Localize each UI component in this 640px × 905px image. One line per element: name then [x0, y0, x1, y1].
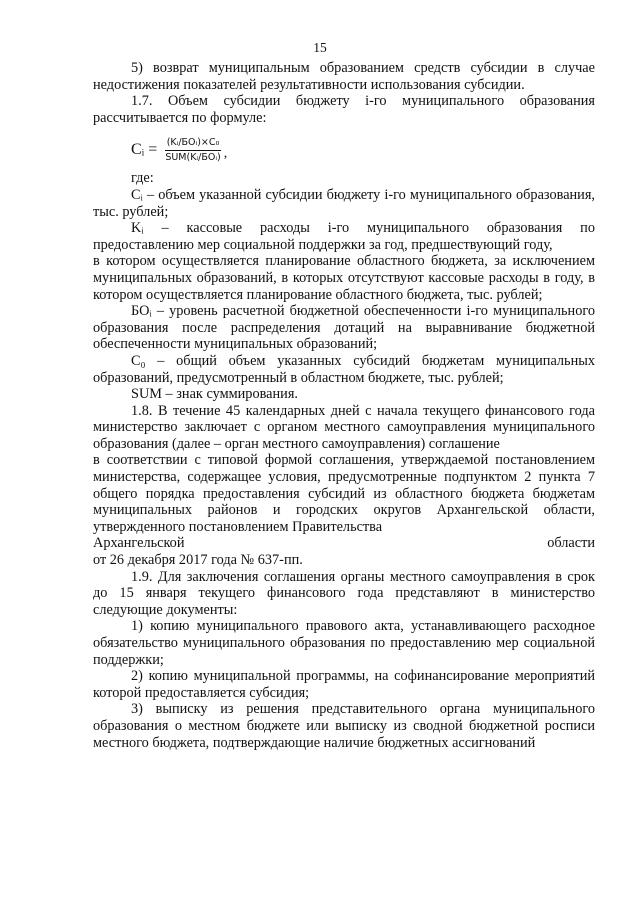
paragraph-item-5: 5) возврат муниципальным образованием средств субсидии в случае недостижения показателей результативности использования субсидии. [93, 60, 595, 93]
formula-tail: , [223, 145, 228, 161]
formula-fraction [163, 137, 222, 164]
formula-denominator: SUM(Kᵢ/БОᵢ) [165, 151, 221, 163]
spread-right-word: области [547, 535, 595, 552]
definition-c0: C₀ – общий объем указанных субсидий бюджетам муниципальных образований, предусмотренный в областном бюджете, тыс. рублей; [93, 352, 595, 386]
definition-ci: Cᵢ – объем указанной субсидии бюджету i-го муниципального образования, тыс. рублей; [93, 186, 595, 220]
formula-lhs: Cᵢ = [131, 141, 158, 159]
page-number: 15 [313, 40, 327, 55]
paragraph-1-8-date: от 26 декабря 2017 года № 637-пп. [93, 552, 303, 569]
spread-left-word: Архангельской [93, 535, 185, 552]
definition-ki: Kᵢ – кассовые расходы i-го муниципального образования по предоставлению мер социальной поддержки за год, предшествующий году, [93, 220, 595, 253]
document-body [93, 60, 595, 751]
document-item-3: 3) выписку из решения представительного органа муниципального образования о местном бюджете или выписку из сводной бюджетной росписи местного бюджета, подтверждающие наличие бюджетных ассигнований [93, 701, 595, 751]
where-label: где: [131, 170, 154, 187]
subsidy-formula [131, 132, 595, 168]
document-item-1: 1) копию муниципального правового акта, устанавливающего расходное обязательство муниципального образования по предоставлению мер социальной поддержки; [93, 618, 595, 668]
definition-sum: SUM – знак суммирования. [131, 386, 298, 403]
definition-ki-continued: в котором осуществляется планирование областного бюджета, за исключением муниципальных образований, в которых отсутствуют кассовые расходы в году, в котором осуществляется планирование областного бюджета, тыс. рублей; [93, 253, 595, 303]
paragraph-1-8-continued: в соответствии с типовой формой соглашения, утверждаемой постановлением министерства, содержащее условия, предусмотренные подпунктом 2 пункта 7 общего порядка предоставления субсидий из областного бюджета бюджетам муниципальных районов и городских округов Архангельской области, утвержденного постановлением Правительства [93, 452, 595, 535]
paragraph-1-8-spread-line [93, 535, 595, 552]
formula-numerator: (Kᵢ/БОᵢ)×C₀ [165, 137, 222, 151]
definition-boi: БОᵢ – уровень расчетной бюджетной обеспеченности i-го муниципального образования после распределения дотаций на выравнивание бюджетной обеспеченности муниципальных образований; [93, 303, 595, 353]
paragraph-1-7: 1.7. Объем субсидии бюджету i-го муниципального образования рассчитывается по формуле: [93, 93, 595, 126]
document-item-2: 2) копию муниципальной программы, на софинансирование мероприятий которой предоставляется субсидия; [93, 668, 595, 701]
paragraph-1-9: 1.9. Для заключения соглашения органы местного самоуправления в срок до 15 января текущего финансового года представляют в министерство следующие документы: [93, 568, 595, 618]
paragraph-1-8: 1.8. В течение 45 календарных дней с начала текущего финансового года министерство заключает с органом местного самоуправления муниципального образования (далее – орган местного самоуправления) соглашение [93, 402, 595, 452]
